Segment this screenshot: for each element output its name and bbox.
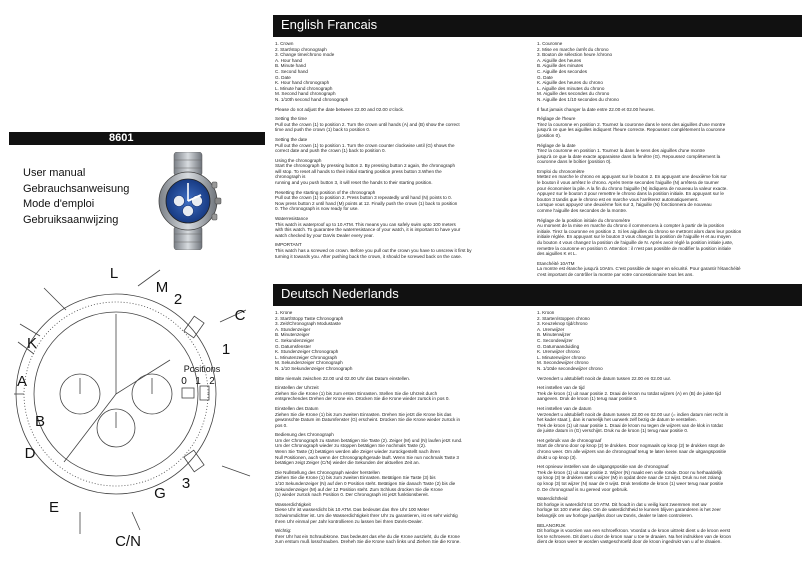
german-line: pos 0. [275, 422, 288, 428]
english-line: Waterresistance [275, 216, 309, 222]
positions-label: Positions [183, 364, 221, 374]
label-A: A [16, 373, 28, 390]
english-line: L. Minute hand chronograph [275, 85, 333, 91]
dutch-line: Trek de kroon (1) uit naar positie 2. Wijzer (N) maakt een volle ronde. Door nu herhaaldelijk [537, 469, 723, 475]
english-line: Pull out the crown (1) to position 1. Turn the crown counter clockwise until (G) shows the [275, 142, 455, 148]
label-G: G [154, 485, 166, 502]
french-line: du bouton 4 vous changez la position de l'aiguille de N. Après avoir réglé la position initiale juste, [537, 240, 734, 245]
french-line: La montre est étanche jusqu'à 10Atm. C'est possible de nager en sécurité. Pour garantir l'étanchéité [537, 266, 741, 272]
german-line: Ziehen Sie die Krone (1) bis zum zweiten Einrasten. Drehen Sie jetzt die Krone bis das [275, 411, 452, 417]
french-block [537, 116, 799, 138]
dutch-line: 1. Kroon [537, 310, 555, 315]
svg-text:1: 1 [195, 376, 201, 387]
dutch-line: het kader staat ), dan is namelijk het uurwerk zelf bezig de datum te verstellen. [537, 417, 697, 423]
english-line: Pull out the crown (1) to position 2. Press button 3 repeatedly until hand (N) points to 0. [275, 195, 452, 201]
label-E: E [48, 499, 60, 516]
german-line: Wasserdichtigkeit [275, 501, 311, 507]
manual-title-en: User manual [23, 167, 86, 179]
german-line: Einstellen der Uhrzeit [275, 385, 319, 391]
dutch-block [537, 496, 799, 518]
english-line: turning it towards you. After pushing back the crown, it should be screwed back on the case. [275, 253, 462, 259]
label-B: B [34, 413, 46, 430]
header-english-francais-label: English Francais [281, 17, 378, 32]
english-line: correct date and push the crown (1) back to position 0. [275, 148, 386, 154]
french-line: initiale. Tirez la couronne en position 2. Si les aiguilles du chrono se mettront alors dans leur position [537, 228, 742, 234]
english-line: 2. Start/stop chronograph [275, 46, 327, 52]
german-block [275, 502, 531, 524]
french-line: (position 0). [537, 132, 562, 138]
german-line: Null Positionen, auch wenn der Chronographgerade läuft. Wenn Sie nun nochmals Taste 3 [275, 454, 459, 460]
french-line: C. Aiguille des secondes [537, 68, 588, 74]
header-deutsch-nederlands-label: Deutsch Nederlands [281, 286, 399, 301]
english-line: 1. Crown [275, 41, 294, 46]
english-line: Now press button 2 until hand (M) points at 12. Finally push the crown (1) back to position [275, 200, 458, 206]
label-CN: C/N [115, 533, 141, 550]
dutch-line: Het opnieuw instellen van de uitgangspositie van de chronograaf [537, 464, 669, 470]
manual-title-fr: Mode d'emploi [23, 198, 95, 211]
model-number: 8601 [109, 132, 134, 144]
watch-diagram [10, 262, 272, 554]
english-line: Resetting the starting position of the chronograph [275, 189, 376, 195]
english-line: chronograph is [275, 174, 306, 180]
dutch-line: C. Secondewijzer [537, 337, 573, 343]
svg-text:0: 0 [181, 376, 187, 387]
english-line: will stop. To reset all hands to their initial starting position press button 3.When the [275, 168, 442, 174]
french-block [537, 169, 799, 214]
english-line: with this watch. To guarantee the waterresistance of your watch, it is important to have your [275, 227, 461, 233]
french-line: pour économiser la pile. A la fin du chrono l'aiguille (N) indiquera de nouveau la valeur exacte. [537, 185, 728, 191]
german-line: zum erstum muß losschrauben. Dreheh Sie die Krone nach links und Ziehen Sie die Krone. [275, 539, 461, 545]
dutch-line: chrono weer. Om alle wijzers van de chronograaf terug te laten keren naar de uitgangspositie [537, 449, 727, 455]
french-line: Il faut jamais changer la date entre 22.00 et 02.00 heures. [537, 106, 655, 112]
dutch-block [537, 310, 799, 372]
french-line: Etanchéité 10ATM [537, 260, 575, 266]
dutch-line: Dit horloge is voorzien van een schroefkroon. Voordat u de kroon uittrekt dient u de kroon eerst [537, 528, 731, 534]
english-block [275, 107, 531, 113]
dutch-line: M. Secondewijzer chrono [537, 360, 589, 366]
german-line: 1. Krone [275, 310, 293, 315]
dutch-line: de juiste datum in (G) verschijnt. Druk nu de kroon (1) terug naar positie 0. [537, 428, 689, 434]
english-line: Please do not adjust the date between 22.00 and 02.00 o'clock. [275, 106, 405, 112]
french-line: couronne dans le boîtier (position 0). [537, 159, 612, 165]
header-english-francais [273, 15, 802, 37]
french-line: Réglage de la position initiale du chronomètre [537, 217, 631, 223]
manual-title-de: Gebrauchsanweisung [23, 182, 130, 195]
french-line: initiale réglée. En appuyant sur le bouton 3 vous changez la position de l'aiguille H et au moyen [537, 234, 731, 240]
dutch-line: 2. Starten/stoppen chrono [537, 315, 590, 321]
german-block [275, 376, 531, 382]
label-2: 2 [173, 291, 183, 308]
english-block [275, 137, 531, 154]
german-line: K. Stundenzeiger Chronograph [275, 349, 339, 355]
german-line: 3. Zeit/Chronograph Modustaste [275, 321, 341, 327]
french-block [537, 107, 799, 113]
english-line: N. 1/10th second hand chronograph [275, 96, 349, 102]
dutch-line: aangeven. Druk de kroon (1) terug naar positie 0. [537, 396, 638, 402]
french-line: Réglage de la date [537, 142, 576, 148]
dutch-line: Trek de kroon (1) uit naar positie 2. Draai de kroon nu totdat wijzers (A) en (B) de juiste tijd [537, 390, 721, 396]
french-line: K. Aiguille des heures du chrono [537, 80, 603, 86]
french-line: 1. Couronne [537, 41, 563, 46]
dutch-line: BELANGRIJK [537, 522, 566, 528]
german-line: Ihren Uhr einmal per Jahr kontrollieren zu lassen bei Ihren DaVis-Dealer. [275, 518, 423, 524]
german-line: gewünschte Datum im Datumfenster (G) erscheint. Drücken Sie die Krone wieder zurück in [275, 417, 461, 423]
dutch-line: Start de chrono door op knop (2) te drukken. Door nogmaals op knop (2) te drukken stopt de [537, 443, 725, 449]
english-line: Using the chronograph [275, 157, 322, 163]
dutch-line: horloge tot 100 meter diep. Om de waterdichtheid te kunnen blijven garanderen is het zeer [537, 507, 721, 513]
header-deutsch-nederlands [273, 284, 802, 306]
english-line: G. Date [275, 74, 291, 80]
dutch-line: L. Minutenwijzer chrono [537, 354, 586, 360]
german-block [275, 310, 531, 372]
english-block [275, 216, 531, 238]
french-line: B. Aiguille des minutes [537, 63, 584, 69]
french-line: Mettez en marche le chrono en appuyant sur le bouton 2. En appuyant une deuxième fois sur [537, 174, 727, 180]
french-block [537, 218, 799, 257]
english-line: Start the chronograph by pressing button 2. By pressing button 2 again, the chronograph [275, 163, 456, 169]
german-line: B. Minutenzeiger [275, 332, 310, 338]
dutch-block [537, 438, 799, 460]
dutch-block [537, 464, 799, 492]
english-line: C. Second hand [275, 68, 308, 74]
german-line: Sekundenzeiger (M) auf der 12 Position steht. Zum Schluss drücken Sie die Krone [275, 486, 443, 492]
dutch-column [537, 310, 799, 549]
german-line: Ziehen Sie die Krone (1) bis zum zweiten Einrasten. Betätigen Sie Taste (3) bis [275, 475, 436, 481]
german-line: (1) wieder zurück nach Position 0. Der Chronograph ist jetzt funktionsbereit. [275, 492, 429, 498]
english-block [275, 158, 531, 186]
dutch-line: op knop (3) tot wijzer (N) naar de 0 wijst. Druk tenslotte de kroon (1) weer terug naar positie [537, 481, 724, 487]
dutch-block [537, 523, 799, 545]
french-line: Lorsque vous appuyez une deuxième fois sur 3, l'aiguille (N) fonctionnera de nouveau [537, 202, 712, 208]
dutch-line: belangrijk om uw horloge jaarlijks door uw DaVis, dealer te laten controleren. [537, 513, 693, 518]
german-line: Schwimmdichter ist. Um die Wasserdichtigkeit Ihrer Uhr zu garantieren, ist es sehr wichtig [275, 513, 458, 518]
dutch-line: Verzendert u alstublieft nooit de datum tussen 22.00 en 02.00 uur. [537, 375, 672, 381]
french-line: 2. Mise en marche /arrêt du chrono [537, 46, 609, 52]
dutch-line: B. Minutenwijzer [537, 332, 571, 338]
english-line: A. Hour hand [275, 57, 303, 63]
french-block [537, 41, 799, 103]
german-line: Ihrer Uhr hat ein Schraubkrone. Das bedeutet das ehe du die Krone auszieht, du die Krone [275, 533, 460, 539]
german-line: Bedienung des Chronograph [275, 432, 334, 438]
dutch-line: K. Urenwijzer chrono [537, 349, 580, 355]
german-line: Um der Chronograph zu starten betätigen Sie Taste (2). Zeiger (M) und (N) laufen jetzt rund. [275, 437, 463, 443]
english-line: time and push the crown (1) back to position 0. [275, 127, 371, 133]
manual-titles [23, 166, 129, 228]
dutch-block [537, 406, 799, 434]
manual-title-nl: Gebruiksaanwijzing [23, 213, 119, 226]
french-line: Emploi du chronomètre [537, 168, 585, 174]
dutch-line: Trek de kroon (1) uit naar positie 1. Draai de kroon nu tegen de wijzers van de klok in totdat [537, 422, 723, 428]
french-block [537, 143, 799, 165]
german-block [275, 432, 531, 466]
label-D: D [24, 445, 36, 462]
svg-text:2: 2 [209, 376, 215, 387]
french-line: N. Aiguille des 1/10 secondes du chrono [537, 96, 619, 102]
dutch-line: 3. Keuzeknop tijd/chrono [537, 321, 588, 327]
french-block [537, 261, 799, 278]
dutch-line: dient de kroon weer te worden vastgeschroefd door de kroon ingedrukt van u af te draaien. [537, 539, 722, 545]
english-line: Pull out the crown (1) to position 2. Turn the crown until hands (A) and (B) show the correct [275, 121, 460, 127]
dutch-line: Het instellen van de tijd [537, 385, 585, 391]
english-line: Setting the time [275, 116, 307, 122]
french-line: c'est important de contrôler la montre par votre concessionnaire tous les ans. [537, 271, 694, 277]
german-line: Diese Uhr ist wasserdicht bis 10 ATM. Das bedeutet das Ihre Uhr 100 Meter [275, 507, 430, 513]
french-line: Appuyez sur le bouton 3 pour remettre le chrono dans la position initiale. En appuyant sur le [537, 191, 724, 197]
english-line: K. Hour hand chronograph [275, 80, 330, 86]
dutch-line: G. Datumaanduiding [537, 343, 580, 349]
french-line: Tirez la couronne en position 1. Tournez la dans le sens des aiguilles d'une montre [537, 148, 705, 154]
french-column [537, 41, 799, 282]
english-block [275, 116, 531, 133]
german-line: Einstellen des Datum [275, 405, 319, 411]
label-C: C [234, 307, 246, 324]
model-bar [9, 132, 265, 145]
french-line: des aiguilles K et L. [537, 251, 577, 257]
english-line: B. Minute hand [275, 63, 306, 69]
french-line: Au moment de la mise en marche du chrono il commencera à compter à partir de la position [537, 223, 725, 229]
dutch-line: A. Urenwijzer [537, 326, 565, 332]
english-line: This watch is waterproof up to 10 ATM. This means you can safely swim upto 100 meters [275, 221, 456, 227]
english-line: 0. The chronograph is now ready for use. [275, 206, 359, 212]
german-line: Ziehen Sie die Krone (1) bis zum ersten Einrasten. Stellen Sie die Uhrzeit durch [275, 390, 438, 396]
german-line: Wichtig: [275, 528, 292, 534]
german-line: 2. Start/Stopp Taste Chronograph [275, 315, 344, 321]
watch-photo [152, 152, 224, 250]
german-line: A. Stundenzeiger [275, 326, 311, 332]
dutch-block [537, 385, 799, 402]
dutch-line: Dit horloge is waterdicht tot 10 ATM. Dit houdt in dat u veilig kunt zwemmen met uw [537, 501, 707, 507]
english-line: Setting the date [275, 136, 308, 142]
english-line: running and you push button 3, it will reset the hands to their starting position. [275, 180, 433, 186]
english-line: M. Second hand chronograph [275, 91, 336, 97]
german-line: Wenn Sie Taste (3) betätigen werden alle Zeiger wieder zurückgestellt nach ihren [275, 449, 441, 455]
french-line: jusqu'à ce que la date exacte apparaisse dans la fenêtre (G). Repoussez complètement la [537, 153, 721, 159]
english-line: 3. Change time/chrono mode [275, 52, 335, 58]
german-block [275, 470, 531, 498]
german-block [275, 528, 531, 545]
dutch-line: op knop (3) te drukken stelt u wijzer (M) in opdat deze naar de 12 wijst. Druk nu net zolang [537, 475, 722, 481]
label-1: 1 [221, 341, 231, 358]
french-line: bouton 3 tandis que le chrono est en marche vous l'arrêterez automatiquement. [537, 196, 699, 202]
german-line: 1/10 Sekundenzeiger (N) auf den 0 Position steht. Betätigen Sie danach Taste (2) bis die [275, 481, 456, 487]
german-block [275, 385, 531, 402]
english-column [275, 41, 531, 263]
french-line: jusqu'à ce que les aiguilles indiquent l'heure correcte. Repoussez complètement la couronne [537, 127, 726, 133]
dutch-line: los te schroeven. Dit doet u door de kroon naar u toe te draaien. Na het indrukken van de kroon [537, 533, 732, 539]
german-line: Die Nullstellung des Chronograph wieder herstellen [275, 469, 380, 475]
german-line: C. Sekundenzeiger [275, 337, 315, 343]
label-K: K [26, 335, 38, 352]
english-block [275, 190, 531, 212]
german-line: betätigen zeigt Zeiger (C/N) wieder die Sekunden der aktuellen Zeit an. [275, 460, 420, 466]
french-line: remettre la couronne en position 0. Attention : il n'est pas possible de modifier la position initiale [537, 245, 731, 251]
french-line: Tirez la couronne en position 2. Tournez la couronne dans le sens des aiguilles d'une montre [537, 121, 726, 127]
french-line: comme l'aiguille des secondes de la montre. [537, 208, 628, 214]
dutch-line: drukt u op knop (3). [537, 454, 577, 460]
label-3: 3 [181, 475, 191, 492]
dutch-line: Verzendert u alstublieft nooit de datum tussen 22.00 en 02.00 uur (= indien datum niet recht in [537, 411, 729, 417]
german-line: Um der Chronograph wieder zu stoppen betätigen Sie nochmals Taste (2). [275, 443, 427, 449]
german-column [275, 310, 531, 549]
dutch-line: Het gebruik van de chronograaf [537, 437, 602, 443]
dutch-line: Het instellen van de datum [537, 405, 592, 411]
english-block [275, 242, 531, 259]
label-M: M [155, 279, 169, 296]
french-line: Réglage de l'heure [537, 116, 576, 122]
german-line: Bitte niemals zwischen 22.00 und 02.00 Uhr das Datum einstellen. [275, 375, 411, 381]
french-line: L. Aiguille des minutes du chrono [537, 85, 605, 91]
german-line: entsprechendes Drehen der Krone ein. Drücken Sie die Krone wieder zurück in pos 0. [275, 396, 450, 402]
english-line: watch checked by your DaVis Dealer every year. [275, 232, 374, 238]
french-line: M. Aiguille des secondes du chrono [537, 91, 610, 97]
dutch-line: 0. De chronograaf is nu gereed voor gebruik. [537, 486, 629, 492]
french-line: le bouton il vous arrêtez le chrono. Après trente secondes l'aiguille (N) arrêtera de tourner [537, 180, 719, 186]
french-line: G. Date [537, 74, 553, 80]
english-block [275, 41, 531, 103]
english-line: This watch has a screwed on crown. Before you pull out the crown you have to unscrew it first by [275, 248, 472, 253]
german-line: G. Datumsfenster [275, 343, 311, 349]
german-line: N. 1/10 Sekundenzeiger Chronograph [275, 365, 353, 371]
dutch-block [537, 376, 799, 382]
dutch-line: Waterdichtheid [537, 496, 568, 502]
french-line: A. Aiguille des heures [537, 57, 582, 63]
german-line: M. Sekundenzeiger Chronograph [275, 360, 343, 366]
german-block [275, 406, 531, 428]
german-line: L. Minutenzeiger Chronograph [275, 354, 338, 360]
label-L: L [109, 265, 119, 282]
english-line: IMPORTANT [275, 242, 302, 248]
french-line: 3. Bouton de sélection heure /chrono [537, 52, 613, 58]
dutch-line: N. 1/10de secondewijzer chrono [537, 365, 603, 371]
